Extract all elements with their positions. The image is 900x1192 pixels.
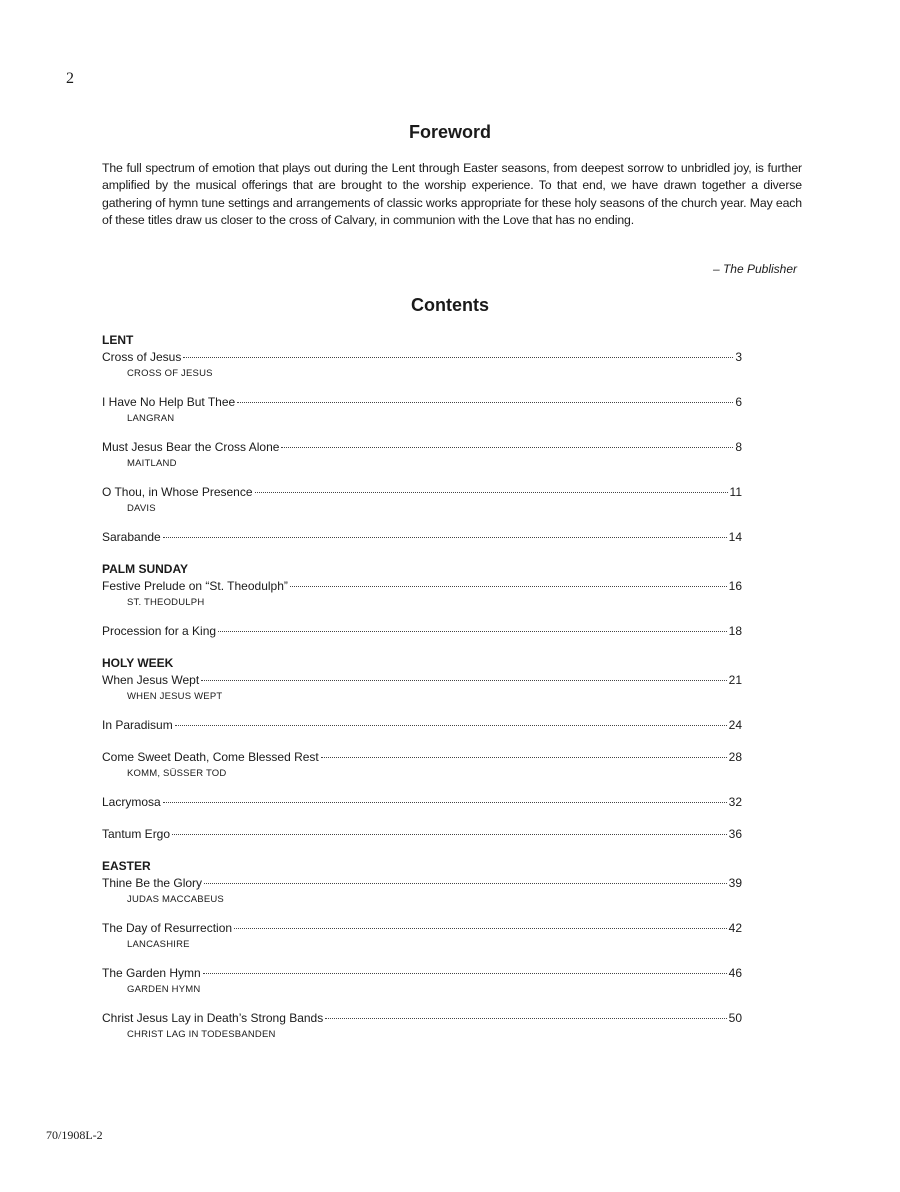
toc-entry-page: 42 (728, 921, 742, 935)
dot-leader (290, 586, 727, 587)
dot-leader (204, 883, 727, 884)
toc-entry-title: O Thou, in Whose Presence (102, 485, 253, 499)
toc-entry-page: 14 (728, 530, 742, 544)
toc-entry[interactable] (102, 749, 742, 781)
foreword-body: The full spectrum of emotion that plays out during the Lent through Easter seasons, from deepest sorrow to unbridled joy, is further amplified by the musical offerings that are brought to the worship experience. To that end, we have drawn together a diverse gathering of hymn tune settings and arrangements of classic works appropriate for these holy seasons of the church year. May each of these titles draw us closer to the cross of Calvary, in communion with the Love that has no ending. (102, 161, 802, 227)
toc-entry-title: Procession for a King (102, 624, 217, 638)
dot-leader (325, 1018, 726, 1019)
toc-tune-name: CROSS OF JESUS (127, 368, 213, 379)
toc-entry-page: 46 (728, 966, 742, 980)
toc-entry-title: Thine Be the Glory (102, 876, 203, 890)
toc-entry-title: The Day of Resurrection (102, 921, 233, 935)
toc-group-heading: PALM SUNDAY (102, 562, 189, 576)
dot-leader (201, 680, 726, 681)
toc-group (102, 332, 742, 546)
dot-leader (183, 357, 733, 358)
toc-tune-name: WHEN JESUS WEPT (127, 691, 223, 702)
dot-leader (172, 834, 727, 835)
toc-entry[interactable] (102, 439, 742, 471)
toc-entry[interactable] (102, 826, 742, 843)
toc-entry-page: 50 (728, 1011, 742, 1025)
toc-group (102, 858, 742, 1042)
toc-group (102, 655, 742, 843)
toc-tune-name: MAITLAND (127, 458, 177, 469)
toc-entry[interactable] (102, 578, 742, 610)
toc-entry-page: 3 (735, 350, 742, 364)
dot-leader (163, 802, 727, 803)
page-number: 2 (66, 70, 74, 87)
toc-entry-page: 24 (728, 718, 742, 732)
table-of-contents (102, 332, 742, 1055)
toc-entry-page: 36 (728, 827, 742, 841)
toc-entry-title: Christ Jesus Lay in Death’s Strong Bands (102, 1011, 324, 1025)
toc-entry[interactable] (102, 1010, 742, 1042)
toc-entry-page: 16 (728, 579, 742, 593)
catalog-number: 70/1908L-2 (46, 1128, 103, 1142)
dot-leader (203, 973, 727, 974)
toc-tune-name: JUDAS MACCABEUS (127, 894, 224, 905)
toc-entry-page: 18 (728, 624, 742, 638)
toc-tune-name: LANGRAN (127, 413, 175, 424)
toc-entry-page: 11 (729, 485, 742, 499)
toc-tune-name: KOMM, SÜSSER TOD (127, 768, 227, 779)
toc-tune-name: DAVIS (127, 503, 156, 514)
contents-heading: Contents (411, 295, 489, 315)
toc-entry-title: The Garden Hymn (102, 966, 201, 980)
foreword-signature: – The Publisher (712, 262, 797, 276)
dot-leader (163, 537, 727, 538)
toc-entry-title: I Have No Help But Thee (102, 395, 236, 409)
toc-entry-title: Sarabande (102, 530, 161, 544)
toc-tune-name: LANCASHIRE (127, 939, 190, 950)
toc-entry-page: 39 (728, 876, 742, 890)
toc-entry-page: 32 (728, 795, 742, 809)
toc-entry[interactable] (102, 623, 742, 640)
toc-entry-title: In Paradisum (102, 718, 173, 732)
toc-entry[interactable] (102, 794, 742, 811)
toc-entry-title: Must Jesus Bear the Cross Alone (102, 440, 280, 454)
toc-entry-page: 21 (728, 673, 742, 687)
toc-entry-page: 6 (735, 395, 742, 409)
toc-entry[interactable] (102, 349, 742, 381)
toc-entry-title: Tantum Ergo (102, 827, 171, 841)
toc-group-heading: LENT (102, 333, 134, 347)
toc-entry[interactable] (102, 672, 742, 704)
toc-entry-title: When Jesus Wept (102, 673, 200, 687)
dot-leader (237, 402, 733, 403)
toc-entry[interactable] (102, 920, 742, 952)
toc-tune-name: CHRIST LAG IN TODESBANDEN (127, 1029, 276, 1040)
toc-entry[interactable] (102, 394, 742, 426)
foreword-heading: Foreword (408, 122, 491, 142)
dot-leader (218, 631, 727, 632)
toc-entry-title: Cross of Jesus (102, 350, 182, 364)
toc-entry-page: 8 (735, 440, 742, 454)
toc-entry-title: Come Sweet Death, Come Blessed Rest (102, 750, 319, 764)
toc-entry[interactable] (102, 965, 742, 997)
toc-entry-title: Festive Prelude on “St. Theodulph” (102, 579, 288, 593)
toc-tune-name: GARDEN HYMN (127, 984, 201, 995)
toc-entry-page: 28 (728, 750, 742, 764)
dot-leader (234, 928, 727, 929)
dot-leader (175, 725, 727, 726)
toc-entry[interactable] (102, 875, 742, 907)
toc-entry-title: Lacrymosa (102, 795, 161, 809)
toc-group-heading: EASTER (102, 859, 151, 873)
dot-leader (281, 447, 733, 448)
dot-leader (255, 492, 728, 493)
toc-group (102, 561, 742, 640)
toc-entry[interactable] (102, 529, 742, 546)
toc-entry[interactable] (102, 717, 742, 734)
toc-group-heading: HOLY WEEK (102, 656, 174, 670)
dot-leader (321, 757, 727, 758)
toc-tune-name: ST. THEODULPH (127, 597, 205, 608)
toc-entry[interactable] (102, 484, 742, 516)
